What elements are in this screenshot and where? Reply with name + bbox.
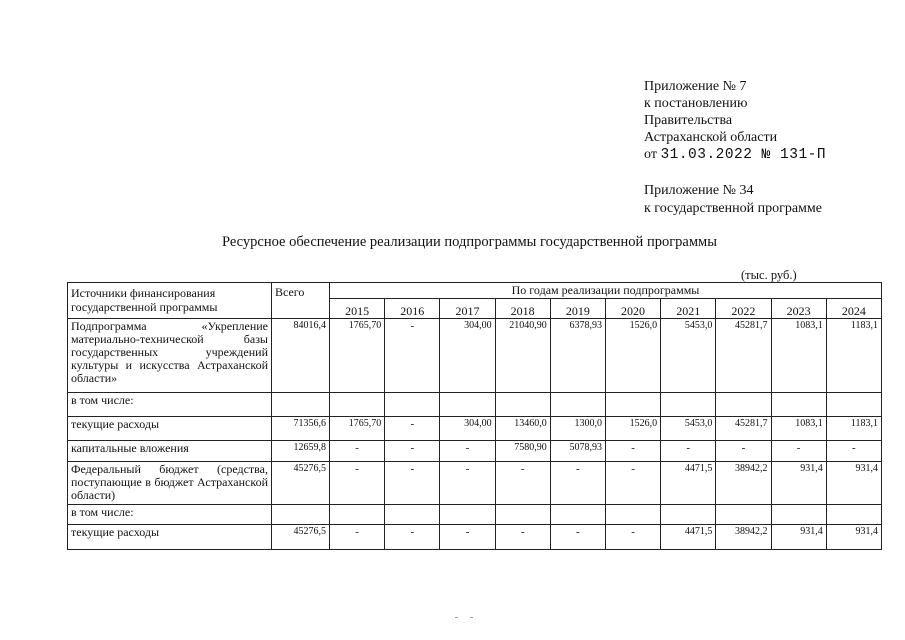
value-cell-2024: - — [826, 441, 881, 462]
value-cell-2016: - — [385, 462, 440, 505]
table-row — [68, 319, 882, 393]
value-cell-2024 — [826, 393, 881, 417]
value-cell-2016: - — [385, 319, 440, 393]
value-cell-2019: 1300,0 — [550, 417, 605, 441]
value-cell-2022: 38942,2 — [716, 525, 771, 550]
value-cell-2015: 1765,70 — [330, 319, 385, 393]
total-cell: 45276,5 — [272, 525, 330, 550]
value-cell-2021: - — [661, 441, 716, 462]
value-cell-2021: 5453,0 — [661, 417, 716, 441]
value-cell-2017: - — [440, 441, 495, 462]
scan-speck — [455, 617, 458, 618]
date-prefix: от — [644, 147, 657, 162]
table-body — [68, 319, 882, 550]
value-cell-2016 — [385, 393, 440, 417]
program-reference: к государственной программе — [644, 201, 822, 216]
value-cell-2016: - — [385, 441, 440, 462]
value-cell-2020 — [605, 505, 660, 525]
value-cell-2019: - — [550, 462, 605, 505]
value-cell-2018: 7580,90 — [495, 441, 550, 462]
value-cell-2023 — [771, 393, 826, 417]
source-cell: в том числе: — [68, 505, 272, 525]
table-row — [68, 525, 882, 550]
document-title: Ресурсное обеспечение реализации подпрограммы государственной программы — [222, 234, 717, 250]
value-cell-2015: 1765,70 — [330, 417, 385, 441]
value-cell-2023: 1083,1 — [771, 319, 826, 393]
source-cell: Федеральный бюджет (средства, поступающие в бюджет Астраханской области) — [68, 462, 272, 505]
year-header-2024: 2024 — [826, 298, 881, 319]
total-cell: 12659,8 — [272, 441, 330, 462]
value-cell-2022: - — [716, 441, 771, 462]
units-label: (тыс. руб.) — [741, 268, 797, 282]
value-cell-2018: 13460,0 — [495, 417, 550, 441]
year-header-2023: 2023 — [771, 298, 826, 319]
total-cell: 84016,4 — [272, 319, 330, 393]
year-header-2015: 2015 — [330, 298, 385, 319]
source-cell: текущие расходы — [68, 525, 272, 550]
value-cell-2021 — [661, 393, 716, 417]
year-header-2022: 2022 — [716, 298, 771, 319]
value-cell-2020: 1526,0 — [605, 319, 660, 393]
table-header-row — [68, 283, 882, 299]
source-cell: в том числе: — [68, 393, 272, 417]
value-cell-2019: - — [550, 525, 605, 550]
value-cell-2020: - — [605, 462, 660, 505]
value-cell-2023: 931,4 — [771, 525, 826, 550]
value-cell-2019: 5078,93 — [550, 441, 605, 462]
value-cell-2023: 931,4 — [771, 462, 826, 505]
total-cell — [272, 505, 330, 525]
value-cell-2020 — [605, 393, 660, 417]
value-cell-2023: - — [771, 441, 826, 462]
value-cell-2015 — [330, 393, 385, 417]
year-header-2018: 2018 — [495, 298, 550, 319]
value-cell-2015: - — [330, 462, 385, 505]
date-stamp: 31.03.2022 № 131-П — [660, 147, 827, 163]
header-total: Всего — [272, 283, 330, 319]
government-line: Правительства — [644, 113, 733, 128]
year-header-2016: 2016 — [385, 298, 440, 319]
program-appendix-header — [644, 182, 822, 218]
value-cell-2017 — [440, 393, 495, 417]
table-row — [68, 505, 882, 525]
header-by-years: По годам реализации подпрограммы — [330, 283, 882, 299]
value-cell-2018: - — [495, 525, 550, 550]
value-cell-2018 — [495, 393, 550, 417]
program-appendix-number: Приложение № 34 — [644, 183, 754, 198]
year-header-2021: 2021 — [661, 298, 716, 319]
value-cell-2020: - — [605, 441, 660, 462]
value-cell-2021: 4471,5 — [661, 525, 716, 550]
table-row — [68, 441, 882, 462]
value-cell-2024: 1183,1 — [826, 417, 881, 441]
total-cell — [272, 393, 330, 417]
value-cell-2024: 931,4 — [826, 525, 881, 550]
value-cell-2022 — [716, 505, 771, 525]
value-cell-2017: 304,00 — [440, 417, 495, 441]
year-header-2020: 2020 — [605, 298, 660, 319]
table-row — [68, 393, 882, 417]
value-cell-2019 — [550, 505, 605, 525]
value-cell-2016: - — [385, 417, 440, 441]
resolution-date — [644, 146, 826, 164]
value-cell-2015 — [330, 505, 385, 525]
value-cell-2018: - — [495, 462, 550, 505]
value-cell-2021: 4471,5 — [661, 462, 716, 505]
value-cell-2018: 21040,90 — [495, 319, 550, 393]
value-cell-2017: 304,00 — [440, 319, 495, 393]
value-cell-2017: - — [440, 525, 495, 550]
source-cell: Подпрограмма «Укрепление материально-технической базы государственных учреждений культуры и искусства Астраханской области» — [68, 319, 272, 393]
table-row — [68, 462, 882, 505]
value-cell-2020: 1526,0 — [605, 417, 660, 441]
scan-speck — [470, 617, 473, 618]
value-cell-2022: 45281,7 — [716, 417, 771, 441]
source-cell: текущие расходы — [68, 417, 272, 441]
value-cell-2016: - — [385, 525, 440, 550]
value-cell-2017 — [440, 505, 495, 525]
value-cell-2015: - — [330, 441, 385, 462]
value-cell-2017: - — [440, 462, 495, 505]
appendix-header — [644, 78, 826, 164]
total-cell: 45276,5 — [272, 462, 330, 505]
value-cell-2015: - — [330, 525, 385, 550]
total-cell: 71356,6 — [272, 417, 330, 441]
value-cell-2021 — [661, 505, 716, 525]
header-source: Источники финансирования государственной программы — [68, 283, 272, 319]
value-cell-2022 — [716, 393, 771, 417]
table-row — [68, 417, 882, 441]
resolution-reference: к постановлению — [644, 96, 748, 111]
value-cell-2024: 931,4 — [826, 462, 881, 505]
year-header-2017: 2017 — [440, 298, 495, 319]
value-cell-2018 — [495, 505, 550, 525]
region-line: Астраханской области — [644, 130, 778, 145]
year-header-2019: 2019 — [550, 298, 605, 319]
value-cell-2024 — [826, 505, 881, 525]
budget-table — [67, 282, 882, 550]
source-cell: капитальные вложения — [68, 441, 272, 462]
value-cell-2020: - — [605, 525, 660, 550]
value-cell-2019: 6378,93 — [550, 319, 605, 393]
value-cell-2023: 1083,1 — [771, 417, 826, 441]
appendix-number: Приложение № 7 — [644, 79, 747, 94]
value-cell-2022: 45281,7 — [716, 319, 771, 393]
value-cell-2021: 5453,0 — [661, 319, 716, 393]
value-cell-2023 — [771, 505, 826, 525]
value-cell-2022: 38942,2 — [716, 462, 771, 505]
value-cell-2019 — [550, 393, 605, 417]
value-cell-2016 — [385, 505, 440, 525]
value-cell-2024: 1183,1 — [826, 319, 881, 393]
